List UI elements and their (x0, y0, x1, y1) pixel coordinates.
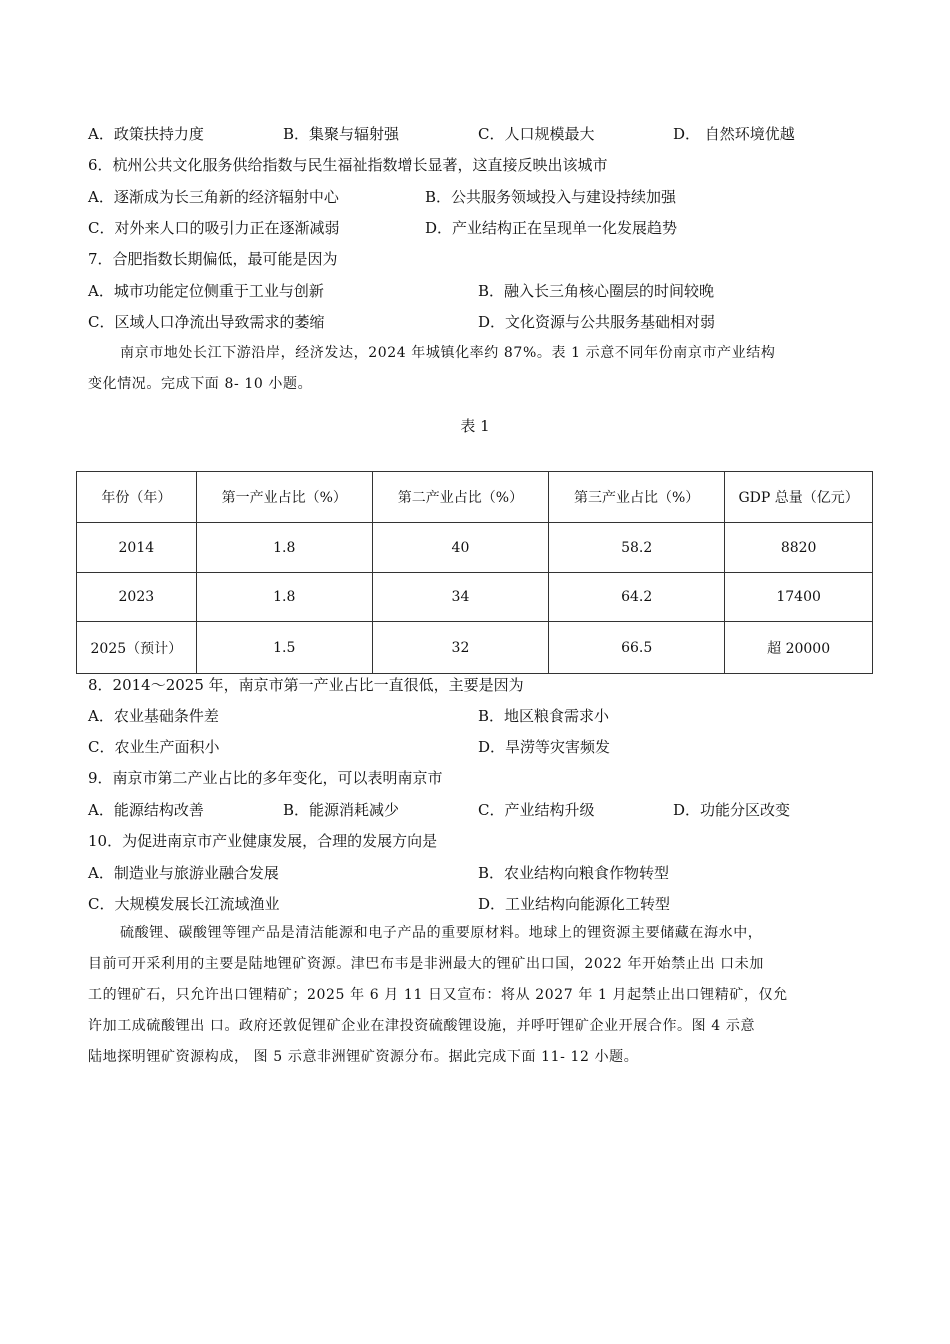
q10-option-a: A．制造业与旅游业融合发展 (88, 864, 279, 882)
q5-option-d: D． 自然环境优越 (673, 125, 795, 143)
q7-option-b: B．融入长三角核心圈层的时间较晚 (478, 282, 715, 300)
q8-option-a: A．农业基础条件差 (88, 707, 219, 725)
passage-nanjing (88, 338, 863, 400)
table-header-cell: 年份（年） (77, 472, 197, 523)
q10-option-b: B．农业结构向粮食作物转型 (478, 864, 670, 882)
q10-stem: 10．为促进南京市产业健康发展，合理的发展方向是 (88, 832, 438, 850)
table-header-cell: 第二产业占比（%） (372, 472, 548, 523)
passage-lithium-line: 陆地探明锂矿资源构成， 图 5 示意非洲锂矿资源分布。据此完成下面 11- 12 小题。 (88, 1049, 639, 1065)
table-cell: 32 (372, 622, 548, 674)
table-cell: 8820 (725, 523, 873, 573)
table-header-cell: 第一产业占比（%） (196, 472, 372, 523)
table-cell: 66.5 (549, 622, 725, 674)
q7-stem: 7．合肥指数长期偏低，最可能是因为 (88, 250, 338, 268)
passage-lithium-line: 许加工成硫酸锂出 口。政府还敦促锂矿企业在津投资硫酸锂设施，并呼吁锂矿企业开展合作。图 4 示意 (88, 1018, 756, 1034)
table-cell: 64.2 (549, 573, 725, 622)
q8-option-b: B．地区粮食需求小 (478, 707, 610, 725)
q5-option-c: C．人口规模最大 (478, 125, 595, 143)
table-cell: 2014 (77, 523, 197, 573)
q9-option-a: A．能源结构改善 (88, 801, 204, 819)
q8-option-c: C．农业生产面积小 (88, 738, 220, 756)
table-caption: 表 1 (460, 417, 490, 435)
industry-structure-table (76, 471, 873, 674)
q6-option-b: B．公共服务领域投入与建设持续加强 (425, 188, 677, 206)
q6-option-a: A．逐渐成为长三角新的经济辐射中心 (88, 188, 339, 206)
passage-nanjing-line: 南京市地处长江下游沿岸，经济发达，2024 年城镇化率约 87%。表 1 示意不同年份南京市产业结构 (120, 345, 776, 361)
table-cell: 2023 (77, 573, 197, 622)
q9-option-c: C．产业结构升级 (478, 801, 595, 819)
q10-option-d: D．工业结构向能源化工转型 (478, 895, 671, 913)
passage-lithium-line: 工的锂矿石，只允许出口锂精矿；2025 年 6 月 11 日又宣布：将从 2027 年 1 月起禁止出口锂精矿，仅允 (88, 987, 788, 1003)
passage-lithium-line: 硫酸锂、碳酸锂等锂产品是清洁能源和电子产品的重要原材料。地球上的锂资源主要储藏在海水中， (120, 925, 763, 941)
q6-option-c: C．对外来人口的吸引力正在逐渐减弱 (88, 219, 340, 237)
q6-option-d: D．产业结构正在呈现单一化发展趋势 (425, 219, 678, 237)
table-cell: 40 (372, 523, 548, 573)
table-cell: 超 20000 (725, 622, 873, 674)
table-row (77, 523, 873, 573)
q6-stem: 6．杭州公共文化服务供给指数与民生福祉指数增长显著，这直接反映出该城市 (88, 156, 608, 174)
q5-option-a: A．政策扶持力度 (88, 125, 204, 143)
passage-nanjing-line: 变化情况。完成下面 8- 10 小题。 (88, 376, 313, 392)
passage-lithium (88, 918, 868, 1073)
table-cell: 17400 (725, 573, 873, 622)
table-cell: 1.8 (196, 573, 372, 622)
table-cell: 1.8 (196, 523, 372, 573)
table-cell: 2025（预计） (77, 622, 197, 674)
q8-stem: 8．2014～2025 年，南京市第一产业占比一直很低，主要是因为 (88, 676, 524, 694)
table-row (77, 622, 873, 674)
table-row (77, 573, 873, 622)
q9-option-b: B．能源消耗减少 (283, 801, 400, 819)
table-cell: 34 (372, 573, 548, 622)
q7-option-c: C．区域人口净流出导致需求的萎缩 (88, 313, 325, 331)
q8-option-d: D．旱涝等灾害频发 (478, 738, 611, 756)
q10-option-c: C．大规模发展长江流域渔业 (88, 895, 280, 913)
table-cell: 58.2 (549, 523, 725, 573)
table-header-cell: 第三产业占比（%） (549, 472, 725, 523)
q7-option-d: D．文化资源与公共服务基础相对弱 (478, 313, 716, 331)
table-header-cell: GDP 总量（亿元） (725, 472, 873, 523)
table-header-row (77, 472, 873, 523)
q9-stem: 9．南京市第二产业占比的多年变化，可以表明南京市 (88, 769, 443, 787)
table-cell: 1.5 (196, 622, 372, 674)
q7-option-a: A．城市功能定位侧重于工业与创新 (88, 282, 324, 300)
passage-lithium-line: 目前可开采利用的主要是陆地锂矿资源。津巴布韦是非洲最大的锂矿出口国，2022 年开始禁止出 口未加 (88, 956, 764, 972)
q5-option-b: B．集聚与辐射强 (283, 125, 400, 143)
q9-option-d: D．功能分区改变 (673, 801, 791, 819)
